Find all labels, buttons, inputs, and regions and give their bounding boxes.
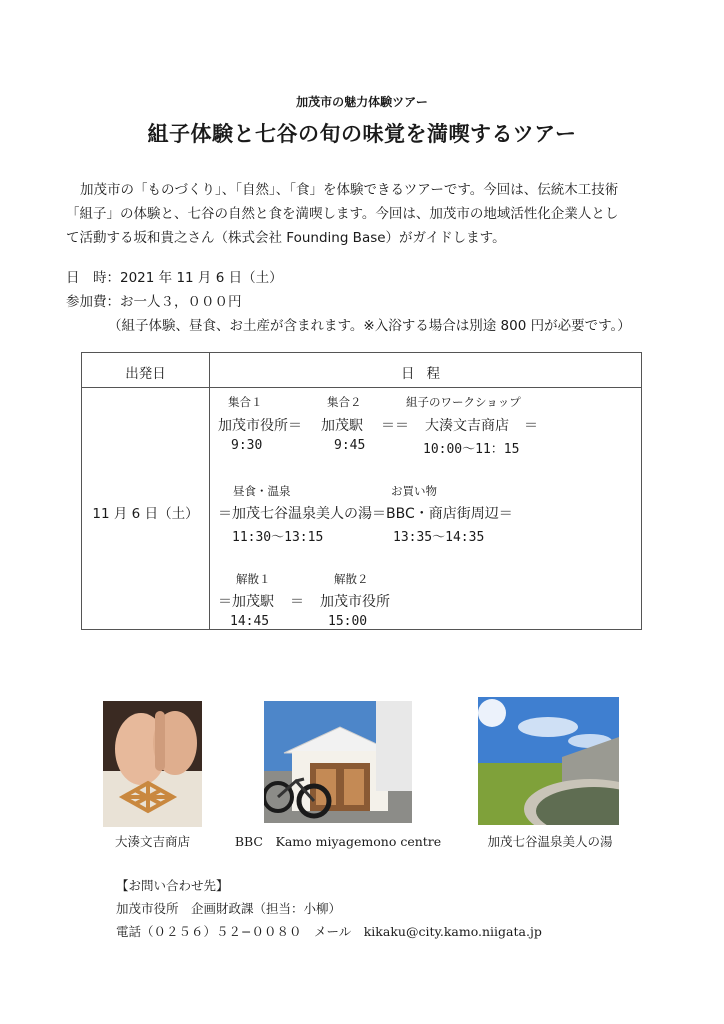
stop-label: 解散１ <box>236 572 271 586</box>
route-separator: ＝＝ <box>381 418 409 434</box>
photo-caption: 大湊文吉商店 <box>114 834 190 849</box>
contact-organization: 加茂市役所 企画財政課（担当：小柳） <box>116 901 342 916</box>
route-separator: ＝ <box>524 418 538 434</box>
stop-time: 15:00 <box>328 614 368 629</box>
stop-time: 9:45 <box>334 438 366 453</box>
event-title: 組子体験と七谷の旬の味覚を満喫するツアー <box>147 122 577 146</box>
event-date: 日 時：2021 年 11 月 6 日（土） <box>66 270 283 286</box>
intro-text <box>66 178 666 250</box>
route-separator: ＝ <box>290 594 304 610</box>
event-fee: 参加費：お一人３，０００円 <box>66 294 242 310</box>
contact-heading: 【お問い合わせ先】 <box>116 878 229 893</box>
stop-label: 昼食・温泉 <box>233 484 291 498</box>
photo-kumiko-workshop <box>103 701 202 827</box>
photo-bbc-building <box>264 701 412 823</box>
event-subtitle: 加茂市の魅力体験ツアー <box>296 95 428 109</box>
stop-time: 13:35〜14:35 <box>393 530 485 545</box>
column-divider <box>209 353 210 629</box>
col-header-itinerary: 日程 <box>401 366 452 382</box>
schedule-table <box>81 352 642 630</box>
stop-location: 加茂市役所 <box>320 594 390 610</box>
stop-location: 大湊文吉商店 <box>425 418 509 434</box>
intro-line: て活動する坂和貴之さん（株式会社 Founding Base）がガイドします。 <box>66 230 506 246</box>
stop-time: 14:45 <box>230 614 270 629</box>
stop-label: 集合１ <box>228 395 263 409</box>
stop-location: 加茂駅 <box>321 418 363 434</box>
stop-time: 10:00〜11：15 <box>423 442 520 457</box>
intro-line: 加茂市の「ものづくり」、「自然」、「食」を体験できるツアーです。今回は、伝統木工技術 <box>80 182 619 198</box>
departure-date: 11 月 6 日（土） <box>92 506 199 522</box>
stop-label: 解散２ <box>334 572 369 586</box>
stop-label: お買い物 <box>391 484 437 498</box>
photo-onsen <box>478 697 619 825</box>
col-header-date: 出発日 <box>125 366 166 382</box>
stop-label: 組子のワークショップ <box>406 395 521 409</box>
fee-note: （組子体験、昼食、お土産が含まれます。※入浴する場合は別途 800 円が必要です。） <box>108 318 631 334</box>
stop-location: ＝加茂駅 <box>218 594 274 610</box>
stop-time: 11:30〜13:15 <box>232 530 324 545</box>
stop-location: 加茂市役所＝ <box>218 418 302 434</box>
intro-line: 「組子」の体験と、七谷の自然と食を満喫します。今回は、加茂市の地域活性化企業人とし <box>66 206 619 222</box>
stop-location: ＝加茂七谷温泉美人の湯＝BBC・商店街周辺＝ <box>218 506 513 522</box>
stop-time: 9:30 <box>231 438 263 453</box>
photo-caption: 加茂七谷温泉美人の湯 <box>487 834 613 849</box>
photo-caption: BBC Kamo miyagemono centre <box>234 834 442 849</box>
stop-label: 集合２ <box>327 395 362 409</box>
contact-phone-email: 電話（０２５６）５２−００８０ メール kikaku@city.kamo.niigata.jp <box>116 924 542 939</box>
